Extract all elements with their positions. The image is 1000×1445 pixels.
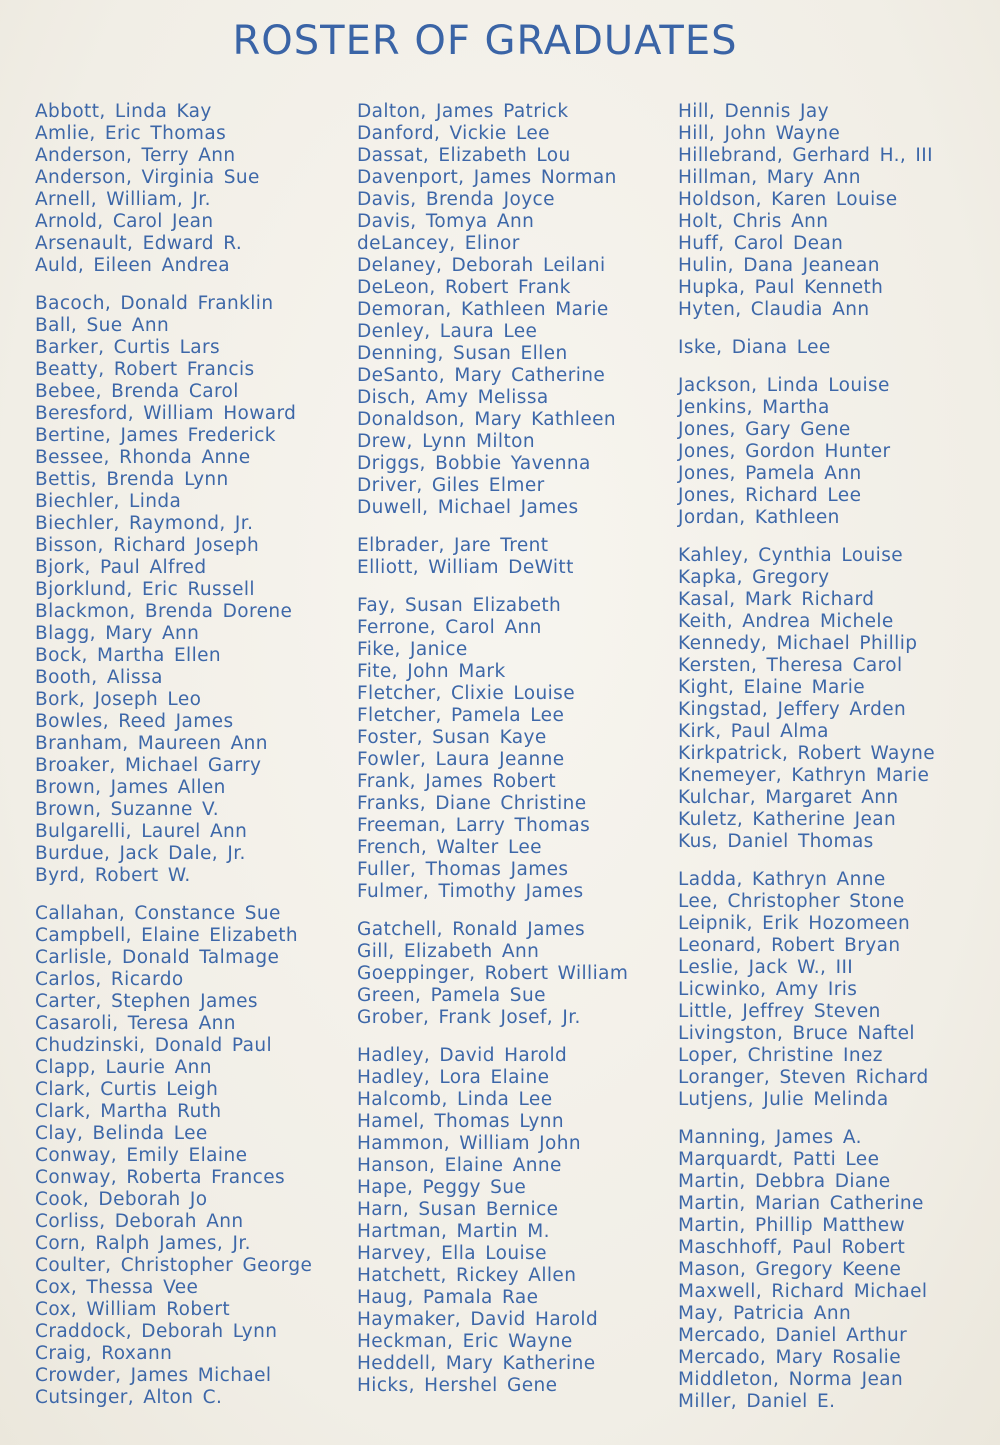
graduate-name: Hape, Peggy Sue — [357, 1177, 527, 1198]
graduate-name: Loper, Christine Inez — [678, 1045, 883, 1066]
graduate-name: Hillman, Mary Ann — [678, 167, 861, 188]
graduate-name: Hammon, William John — [357, 1133, 582, 1154]
graduate-name: Fay, Susan Elizabeth — [357, 595, 562, 616]
graduate-name: Driggs, Bobbie Yavenna — [357, 453, 591, 474]
graduate-name: Blackmon, Brenda Dorene — [35, 601, 293, 622]
graduate-name: Elbrader, Jare Trent — [357, 535, 549, 556]
graduate-name: Biechler, Linda — [35, 491, 182, 512]
graduate-name: Drew, Lynn Milton — [357, 431, 535, 452]
graduate-name: DeLeon, Robert Frank — [357, 277, 571, 298]
graduate-name: Jones, Pamela Ann — [678, 463, 862, 484]
graduate-name: Barker, Curtis Lars — [35, 337, 221, 358]
graduate-name: Ferrone, Carol Ann — [357, 617, 542, 638]
graduate-name: Mercado, Daniel Arthur — [678, 1325, 908, 1346]
graduate-name: DeSanto, Mary Catherine — [357, 365, 606, 386]
graduate-name: Lee, Christopher Stone — [678, 891, 905, 912]
graduate-name: Blagg, Mary Ann — [35, 623, 200, 644]
graduate-name: Carlisle, Donald Talmage — [35, 947, 280, 968]
graduate-name: Franks, Diane Christine — [357, 793, 587, 814]
graduate-name: Hatchett, Rickey Allen — [357, 1265, 577, 1286]
graduate-name: Cox, William Robert — [35, 1299, 230, 1320]
graduate-name: Foster, Susan Kaye — [357, 727, 547, 748]
graduate-name: Danford, Vickie Lee — [357, 123, 550, 144]
graduate-name: Hadley, David Harold — [357, 1045, 568, 1066]
graduate-name: Bulgarelli, Laurel Ann — [35, 821, 248, 842]
graduate-name: Mercado, Mary Rosalie — [678, 1347, 901, 1368]
graduate-name: Bacoch, Donald Franklin — [35, 293, 274, 314]
graduate-name: Jordan, Kathleen — [678, 507, 840, 528]
graduate-name: Iske, Diana Lee — [678, 337, 831, 358]
graduate-name: Davis, Tomya Ann — [357, 211, 535, 232]
graduate-name: Arnold, Carol Jean — [35, 211, 214, 232]
graduate-name: Little, Jeffrey Steven — [678, 1001, 881, 1022]
graduate-name: Hill, John Wayne — [678, 123, 841, 144]
graduate-name: Broaker, Michael Garry — [35, 755, 262, 776]
graduate-name: Fletcher, Pamela Lee — [357, 705, 565, 726]
graduate-name: Fulmer, Timothy James — [357, 881, 584, 902]
graduate-name: Arsenault, Edward R. — [35, 233, 243, 254]
graduate-name: Bisson, Richard Joseph — [35, 535, 260, 556]
graduate-name: Brown, James Allen — [35, 777, 226, 798]
graduate-name: Biechler, Raymond, Jr. — [35, 513, 254, 534]
graduate-name: Elliott, William DeWitt — [357, 557, 574, 578]
graduate-name: Denley, Laura Lee — [357, 321, 538, 342]
graduate-name: Amlie, Eric Thomas — [35, 123, 227, 144]
graduate-name: Corn, Ralph James, Jr. — [35, 1233, 251, 1254]
name-group — [35, 101, 355, 277]
graduate-name: Davis, Brenda Joyce — [357, 189, 555, 210]
graduate-name: Bebee, Brenda Carol — [35, 381, 239, 402]
graduate-name: Grober, Frank Josef, Jr. — [357, 1007, 581, 1028]
graduate-name: Anderson, Terry Ann — [35, 145, 236, 166]
name-group — [678, 1127, 998, 1413]
graduate-name: Hadley, Lora Elaine — [357, 1067, 550, 1088]
graduate-name: Conway, Emily Elaine — [35, 1145, 248, 1166]
graduate-name: Crowder, James Michael — [35, 1365, 272, 1386]
graduate-name: Disch, Amy Melissa — [357, 387, 549, 408]
graduate-name: Donaldson, Mary Kathleen — [357, 409, 617, 430]
graduate-name: Carlos, Ricardo — [35, 969, 184, 990]
graduate-name: Duwell, Michael James — [357, 497, 579, 518]
graduate-name: Kennedy, Michael Phillip — [678, 633, 918, 654]
graduate-name: Hill, Dennis Jay — [678, 101, 829, 122]
graduate-name: Kasal, Mark Richard — [678, 589, 875, 610]
graduate-name: Callahan, Constance Sue — [35, 903, 281, 924]
graduate-name: Hamel, Thomas Lynn — [357, 1111, 564, 1132]
graduate-name: Kersten, Theresa Carol — [678, 655, 903, 676]
graduate-name: Jones, Gordon Hunter — [678, 441, 891, 462]
graduate-name: Haug, Pamala Rae — [357, 1287, 539, 1308]
graduate-name: Hicks, Hershel Gene — [357, 1375, 558, 1396]
graduate-name: Heckman, Eric Wayne — [357, 1331, 573, 1352]
graduate-name: Kirkpatrick, Robert Wayne — [678, 743, 936, 764]
graduate-name: Kus, Daniel Thomas — [678, 831, 874, 852]
graduate-name: Hulin, Dana Jeanean — [678, 255, 880, 276]
graduate-name: Clark, Curtis Leigh — [35, 1079, 219, 1100]
name-group — [357, 919, 677, 1029]
graduate-name: deLancey, Elinor — [357, 233, 520, 254]
page-title: ROSTER OF GRADUATES — [232, 18, 738, 64]
name-group — [678, 545, 998, 853]
graduate-name: Heddell, Mary Katherine — [357, 1353, 596, 1374]
graduate-name: Corliss, Deborah Ann — [35, 1211, 244, 1232]
graduate-name: Leonard, Robert Bryan — [678, 935, 901, 956]
graduate-name: Clapp, Laurie Ann — [35, 1057, 212, 1078]
name-group — [357, 1045, 677, 1397]
graduate-name: Manning, James A. — [678, 1127, 862, 1148]
graduate-name: Auld, Eileen Andrea — [35, 255, 231, 276]
graduate-name: Campbell, Elaine Elizabeth — [35, 925, 298, 946]
graduate-name: Abbott, Linda Kay — [35, 101, 212, 122]
graduate-name: Fuller, Thomas James — [357, 859, 569, 880]
name-group — [357, 101, 677, 519]
name-group — [357, 595, 677, 903]
graduate-name: Demoran, Kathleen Marie — [357, 299, 609, 320]
graduate-name: Kapka, Gregory — [678, 567, 830, 588]
graduate-name: Jenkins, Martha — [678, 397, 830, 418]
graduate-name: Bettis, Brenda Lynn — [35, 469, 229, 490]
graduate-name: Delaney, Deborah Leilani — [357, 255, 606, 276]
graduate-name: Kuletz, Katherine Jean — [678, 809, 897, 830]
graduate-name: Freeman, Larry Thomas — [357, 815, 591, 836]
graduate-name: Craig, Roxann — [35, 1343, 173, 1364]
graduate-name: Clark, Martha Ruth — [35, 1101, 222, 1122]
graduate-name: Martin, Debbra Diane — [678, 1171, 891, 1192]
graduate-name: Licwinko, Amy Iris — [678, 979, 858, 1000]
graduate-name: Conway, Roberta Frances — [35, 1167, 286, 1188]
graduate-name: Frank, James Robert — [357, 771, 557, 792]
graduate-name: Martin, Marian Catherine — [678, 1193, 924, 1214]
graduate-name: Maschhoff, Paul Robert — [678, 1237, 906, 1258]
graduate-name: Kahley, Cynthia Louise — [678, 545, 904, 566]
graduate-name: Martin, Phillip Matthew — [678, 1215, 906, 1236]
graduate-name: Ball, Sue Ann — [35, 315, 170, 336]
graduate-name: Cook, Deborah Jo — [35, 1189, 208, 1210]
graduate-name: Bertine, James Frederick — [35, 425, 276, 446]
graduate-name: Beatty, Robert Francis — [35, 359, 255, 380]
graduate-name: Marquardt, Patti Lee — [678, 1149, 880, 1170]
name-group — [678, 101, 998, 321]
graduate-name: Holt, Chris Ann — [678, 211, 829, 232]
graduate-name: Kingstad, Jeffery Arden — [678, 699, 907, 720]
roster-column-2 — [357, 101, 677, 1413]
roster-column-3 — [678, 101, 998, 1429]
graduate-name: Cox, Thessa Vee — [35, 1277, 199, 1298]
graduate-name: Maxwell, Richard Michael — [678, 1281, 928, 1302]
graduate-name: Clay, Belinda Lee — [35, 1123, 208, 1144]
graduate-name: Arnell, William, Jr. — [35, 189, 211, 210]
graduate-name: Kirk, Paul Alma — [678, 721, 829, 742]
graduate-name: Beresford, William Howard — [35, 403, 297, 424]
graduate-name: Jackson, Linda Louise — [678, 375, 890, 396]
graduate-name: Bjorklund, Eric Russell — [35, 579, 255, 600]
graduate-name: Kulchar, Margaret Ann — [678, 787, 899, 808]
name-group — [678, 869, 998, 1111]
graduate-name: Coulter, Christopher George — [35, 1255, 313, 1276]
graduate-name: Huff, Carol Dean — [678, 233, 844, 254]
graduate-name: Hanson, Elaine Anne — [357, 1155, 562, 1176]
graduate-name: Booth, Alissa — [35, 667, 163, 688]
roster-column-1 — [35, 101, 355, 1425]
graduate-name: Fite, John Mark — [357, 661, 506, 682]
graduate-name: May, Patricia Ann — [678, 1303, 852, 1324]
graduate-name: Bjork, Paul Alfred — [35, 557, 207, 578]
graduate-name: Leipnik, Erik Hozomeen — [678, 913, 911, 934]
graduate-name: Loranger, Steven Richard — [678, 1067, 929, 1088]
graduate-name: Middleton, Norma Jean — [678, 1369, 904, 1390]
name-group — [357, 535, 677, 579]
graduate-name: French, Walter Lee — [357, 837, 542, 858]
graduate-name: Kight, Elaine Marie — [678, 677, 866, 698]
graduate-name: Carter, Stephen James — [35, 991, 258, 1012]
graduate-name: Miller, Daniel E. — [678, 1391, 836, 1412]
graduate-name: Leslie, Jack W., III — [678, 957, 854, 978]
graduate-name: Dalton, James Patrick — [357, 101, 569, 122]
graduate-name: Hupka, Paul Kenneth — [678, 277, 884, 298]
graduate-name: Fike, Janice — [357, 639, 468, 660]
graduate-name: Casaroli, Teresa Ann — [35, 1013, 236, 1034]
name-group — [678, 375, 998, 529]
graduate-name: Denning, Susan Ellen — [357, 343, 568, 364]
graduate-name: Chudzinski, Donald Paul — [35, 1035, 273, 1056]
graduate-name: Knemeyer, Kathryn Marie — [678, 765, 930, 786]
graduate-name: Brown, Suzanne V. — [35, 799, 220, 820]
graduate-name: Byrd, Robert W. — [35, 865, 191, 886]
graduate-name: Bessee, Rhonda Anne — [35, 447, 251, 468]
name-group — [35, 293, 355, 887]
graduate-name: Harvey, Ella Louise — [357, 1243, 547, 1264]
graduate-name: Gatchell, Ronald James — [357, 919, 586, 940]
graduate-name: Holdson, Karen Louise — [678, 189, 898, 210]
graduate-name: Craddock, Deborah Lynn — [35, 1321, 278, 1342]
graduate-name: Hartman, Martin M. — [357, 1221, 550, 1242]
name-group — [35, 903, 355, 1409]
graduate-name: Green, Pamela Sue — [357, 985, 546, 1006]
graduate-name: Harn, Susan Bernice — [357, 1199, 559, 1220]
graduate-name: Hyten, Claudia Ann — [678, 299, 870, 320]
graduate-name: Bork, Joseph Leo — [35, 689, 202, 710]
graduate-name: Burdue, Jack Dale, Jr. — [35, 843, 246, 864]
graduate-name: Driver, Giles Elmer — [357, 475, 545, 496]
graduate-name: Keith, Andrea Michele — [678, 611, 894, 632]
graduate-name: Cutsinger, Alton C. — [35, 1387, 223, 1408]
graduate-name: Haymaker, David Harold — [357, 1309, 599, 1330]
graduate-name: Livingston, Bruce Naftel — [678, 1023, 915, 1044]
graduate-name: Jones, Gary Gene — [678, 419, 851, 440]
graduate-name: Halcomb, Linda Lee — [357, 1089, 553, 1110]
graduate-name: Davenport, James Norman — [357, 167, 617, 188]
graduate-name: Gill, Elizabeth Ann — [357, 941, 540, 962]
graduate-name: Anderson, Virginia Sue — [35, 167, 260, 188]
graduate-name: Fletcher, Clixie Louise — [357, 683, 575, 704]
graduate-name: Hillebrand, Gerhard H., III — [678, 145, 933, 166]
graduate-name: Branham, Maureen Ann — [35, 733, 268, 754]
graduate-name: Lutjens, Julie Melinda — [678, 1089, 889, 1110]
graduate-name: Jones, Richard Lee — [678, 485, 862, 506]
graduate-name: Goeppinger, Robert William — [357, 963, 629, 984]
graduate-name: Bowles, Reed James — [35, 711, 234, 732]
graduate-name: Dassat, Elizabeth Lou — [357, 145, 571, 166]
graduate-name: Mason, Gregory Keene — [678, 1259, 902, 1280]
name-group — [678, 337, 998, 359]
graduate-name: Ladda, Kathryn Anne — [678, 869, 886, 890]
graduate-name: Fowler, Laura Jeanne — [357, 749, 565, 770]
graduate-name: Bock, Martha Ellen — [35, 645, 222, 666]
